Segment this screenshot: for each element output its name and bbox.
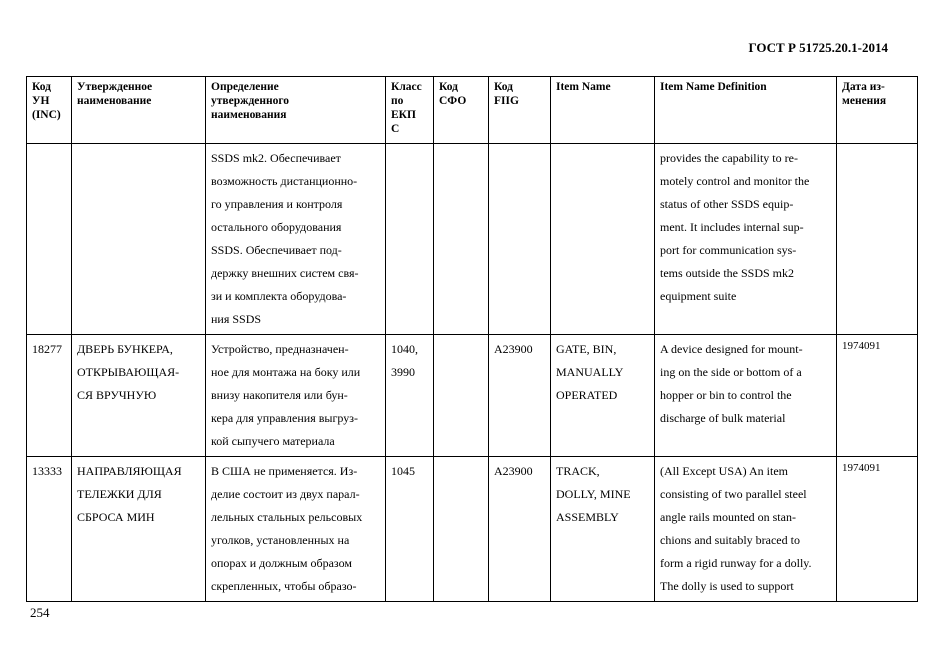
cell-line: кера для управления выгруз- xyxy=(211,411,358,425)
header-line: С xyxy=(391,123,400,135)
cell-line: ASSEMBLY xyxy=(556,510,619,524)
page-number: 254 xyxy=(30,605,50,620)
header-line: Код xyxy=(32,81,52,93)
cell-line: SSDS. Обеспечивает под- xyxy=(211,243,342,257)
cell-line: status of other SSDS equip- xyxy=(660,197,794,211)
cell-line: 13333 xyxy=(32,464,62,478)
cell-line: 3990 xyxy=(391,365,415,379)
cell-line: 18277 xyxy=(32,342,62,356)
table-row xyxy=(27,335,918,457)
cell-line: СБРОСА МИН xyxy=(77,510,155,524)
cell-line: 1045 xyxy=(391,464,415,478)
table-row xyxy=(27,457,918,602)
sfo-cell xyxy=(434,144,489,335)
cell-line: DOLLY, MINE xyxy=(556,487,631,501)
cell-line: опорах и должным образом xyxy=(211,556,352,570)
class-cell xyxy=(386,144,434,335)
item-name-cell xyxy=(551,335,655,457)
header-line: СФО xyxy=(439,95,467,107)
item-definition-cell xyxy=(655,457,837,602)
cell-line: уголков, установленных на xyxy=(211,533,350,547)
cell-line: The dolly is used to support xyxy=(660,579,794,593)
cell-line: кой сыпучего материала xyxy=(211,434,335,448)
cell-line: ment. It includes internal sup- xyxy=(660,220,804,234)
cell-line: возможность дистанционно- xyxy=(211,174,358,188)
cell-line: зи и комплекта оборудова- xyxy=(211,289,347,303)
cell-line: port for communication sys- xyxy=(660,243,797,257)
cell-line: внизу накопителя или бун- xyxy=(211,388,348,402)
header-inc xyxy=(27,77,72,144)
header-line: FIIG xyxy=(494,95,519,107)
definition-cell xyxy=(206,144,386,335)
cell-line: OPERATED xyxy=(556,388,618,402)
cell-line: 1974091 xyxy=(842,462,881,474)
cell-line: equipment suite xyxy=(660,289,737,303)
header-line: Item Name xyxy=(556,81,611,93)
cell-line: остального оборудования xyxy=(211,220,342,234)
cell-line: A device designed for mount- xyxy=(660,342,803,356)
cell-line: chions and suitably braced to xyxy=(660,533,800,547)
class-cell xyxy=(386,457,434,602)
cell-line: consisting of two parallel steel xyxy=(660,487,807,501)
header-line: Дата из- xyxy=(842,81,885,93)
cell-line: motely control and monitor the xyxy=(660,174,810,188)
header-line: (INC) xyxy=(32,109,61,121)
header-line: по xyxy=(391,95,404,107)
header-line: наименования xyxy=(211,109,287,121)
header-line: Код xyxy=(439,81,459,93)
header-change-date xyxy=(837,77,918,144)
cell-line: делие состоит из двух парал- xyxy=(211,487,360,501)
cell-line: го управления и контроля xyxy=(211,197,343,211)
cell-line: provides the capability to re- xyxy=(660,151,798,165)
sfo-cell xyxy=(434,335,489,457)
header-approved-name xyxy=(72,77,206,144)
cell-line: SSDS mk2. Обеспечивает xyxy=(211,151,341,165)
cell-line: A23900 xyxy=(494,342,533,356)
cell-line: A23900 xyxy=(494,464,533,478)
header-line: Item Name Definition xyxy=(660,81,767,93)
item-name-cell xyxy=(551,144,655,335)
approved-name-cell xyxy=(72,144,206,335)
cell-line: ния SSDS xyxy=(211,312,262,326)
header-line: Утвержденное xyxy=(77,81,153,93)
header-item-name xyxy=(551,77,655,144)
cell-line: TRACK, xyxy=(556,464,600,478)
fiig-cell xyxy=(489,335,551,457)
item-name-cell xyxy=(551,457,655,602)
cell-line: держку внешних систем свя- xyxy=(211,266,359,280)
cell-line: hopper or bin to control the xyxy=(660,388,792,402)
approved-name-cell xyxy=(72,457,206,602)
inc-cell xyxy=(27,457,72,602)
header-line: наименование xyxy=(77,95,152,107)
definition-cell xyxy=(206,457,386,602)
header-line: менения xyxy=(842,95,887,107)
table-row xyxy=(27,144,918,335)
cell-line: Устройство, предназначен- xyxy=(211,342,349,356)
header-fiig-code xyxy=(489,77,551,144)
cell-line: ТЕЛЕЖКИ ДЛЯ xyxy=(77,487,162,501)
header-line: ЕКП xyxy=(391,109,416,121)
header-line: утвержденного xyxy=(211,95,290,107)
cell-line: ОТКРЫВАЮЩАЯ- xyxy=(77,365,180,379)
item-definition-cell xyxy=(655,144,837,335)
cell-line: СЯ ВРУЧНУЮ xyxy=(77,388,157,402)
cell-line: В США не применяется. Из- xyxy=(211,464,358,478)
cell-line: GATE, BIN, xyxy=(556,342,617,356)
cell-line: tems outside the SSDS mk2 xyxy=(660,266,795,280)
sfo-cell xyxy=(434,457,489,602)
header-definition xyxy=(206,77,386,144)
definition-cell xyxy=(206,335,386,457)
date-cell xyxy=(837,144,918,335)
inc-cell xyxy=(27,144,72,335)
date-cell xyxy=(837,457,918,602)
fiig-cell xyxy=(489,144,551,335)
cell-line: ное для монтажа на боку или xyxy=(211,365,361,379)
class-cell xyxy=(386,335,434,457)
document-code: ГОСТ Р 51725.20.1-2014 xyxy=(748,40,888,55)
header-line: Определение xyxy=(211,81,279,93)
header-line: Класс xyxy=(391,81,422,93)
table-header-row xyxy=(27,77,918,144)
header-item-name-definition xyxy=(655,77,837,144)
inc-cell xyxy=(27,335,72,457)
cell-line: лельных стальных рельсовых xyxy=(211,510,363,524)
item-definition-cell xyxy=(655,335,837,457)
cell-line: discharge of bulk material xyxy=(660,411,786,425)
cell-line: 1974091 xyxy=(842,340,881,352)
header-sfo-code xyxy=(434,77,489,144)
approved-name-cell xyxy=(72,335,206,457)
date-cell xyxy=(837,335,918,457)
cell-line: ing on the side or bottom of a xyxy=(660,365,802,379)
catalog-table xyxy=(26,76,918,602)
cell-line: 1040, xyxy=(391,342,418,356)
cell-line: angle rails mounted on stan- xyxy=(660,510,796,524)
header-line: УН xyxy=(32,95,50,107)
cell-line: form a rigid runway for a dolly. xyxy=(660,556,812,570)
header-class xyxy=(386,77,434,144)
cell-line: MANUALLY xyxy=(556,365,624,379)
cell-line: скрепленных, чтобы образо- xyxy=(211,579,357,593)
fiig-cell xyxy=(489,457,551,602)
cell-line: ДВЕРЬ БУНКЕРА, xyxy=(77,342,173,356)
cell-line: НАПРАВЛЯЮЩАЯ xyxy=(77,464,182,478)
cell-line: (All Except USA) An item xyxy=(660,464,788,478)
header-line: Код xyxy=(494,81,514,93)
